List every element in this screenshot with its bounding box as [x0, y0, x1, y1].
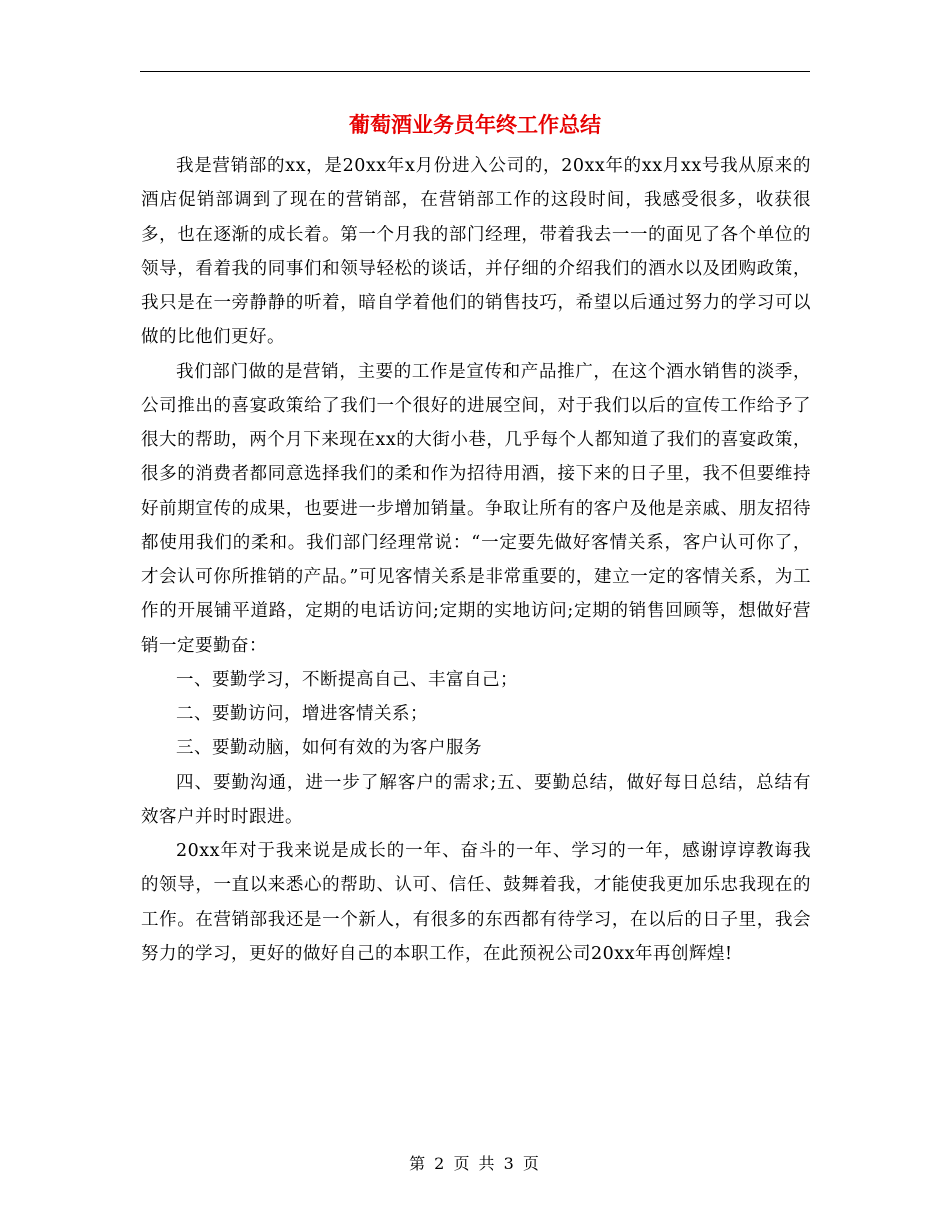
document-body — [141, 149, 811, 971]
paragraph-department-work: 我们部门做的是营销，主要的工作是宣传和产品推广，在这个酒水销售的淡季，公司推出的喜宴政策给了我们一个很好的进展空间，对于我们以后的宣传工作给予了很大的帮助，两个月下来现在xx的大街小巷，几乎每个人都知道了我们的喜宴政策，很多的消费者都同意选择我们的柔和作为招待用酒，接下来的日子里，我不但要维持好前期宣传的成果，也要进一步增加销量。争取让所有的客户及他是亲戚、朋友招待都使用我们的柔和。我们部门经理常说：“一定要先做好客情关系，客户认可你了，才会认可你所推销的产品。”可见客情关系是非常重要的，建立一定的客情关系，为工作的开展铺平道路，定期的电话访问;定期的实地访问;定期的销售回顾等，想做好营销一定要勤奋： — [141, 361, 811, 656]
paragraph-conclusion: 20xx年对于我来说是成长的一年、奋斗的一年、学习的一年，感谢谆谆教诲我的领导，一直以来悉心的帮助、认可、信任、鼓舞着我，才能使我更加乐忠我现在的工作。在营销部我还是一个新人，有很多的东西都有待学习，在以后的日子里，我会努力的学习，更好的做好自己的本职工作，在此预祝公司20xx年再创辉煌! — [141, 841, 811, 964]
list-item-think: 三、要勤动脑，如何有效的为客户服务 — [176, 738, 482, 759]
page-number-footer: 第 2 页 共 3 页 — [409, 1154, 541, 1173]
list-item-communicate: 四、要勤沟通，进一步了解客户的需求;五、要勤总结，做好每日总结，总结有效客户并时时跟进。 — [141, 772, 811, 827]
header-rule — [140, 71, 810, 72]
list-item-study: 一、要勤学习，不断提高自己、丰富自己； — [176, 669, 518, 690]
list-item-visit: 二、要勤访问，增进客情关系； — [176, 704, 428, 724]
document-title: 葡萄酒业务员年终工作总结 — [349, 113, 601, 137]
paragraph-intro: 我是营销部的xx，是20xx年x月份进入公司的，20xx年的xx月xx号我从原来的酒店促销部调到了现在的营销部，在营销部工作的这段时间，我感受很多，收获很多，也在逐渐的成长着。第一个月我的部门经理，带着我去一一的面见了各个单位的领导，看着我的同事们和领导轻松的谈话，并仔细的介绍我们的酒水以及团购政策，我只是在一旁静静的听着，暗自学着他们的销售技巧，希望以后通过努力的学习可以做的比他们更好。 — [141, 156, 811, 348]
